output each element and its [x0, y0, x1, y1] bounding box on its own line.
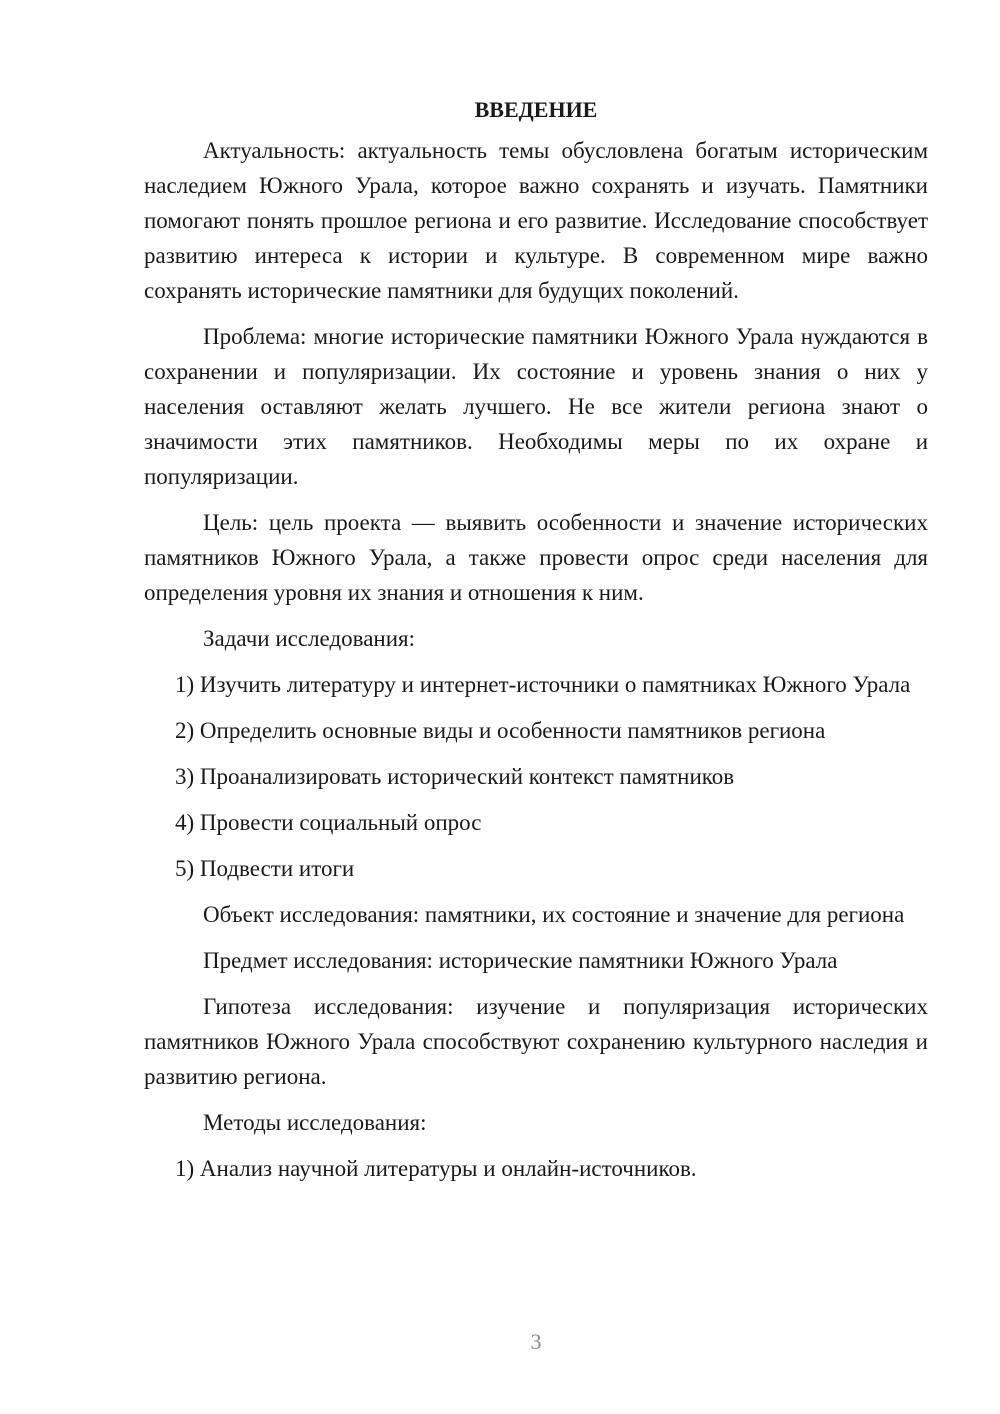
- task-item: 5) Подвести итоги: [175, 856, 355, 881]
- task-item: 2) Определить основные виды и особенности памятников региона: [175, 718, 826, 743]
- relevance-paragraph: Актуальность: актуальность темы обусловлена богатым историческим наследием Южного Урала, которое важно сохранять и изучать. Памятники помогают понять прошлое региона и его развитие. Исследование способствует развитию интереса к истории и культуре. В современном мире важно сохранять исторические памятники для будущих поколений.: [144, 138, 928, 303]
- hypothesis-paragraph: Гипотеза исследования: изучение и популяризация исторических памятников Южного Урала способствуют сохранению культурного наследия и развитию региона.: [144, 994, 928, 1089]
- section-title: ВВЕДЕНИЕ: [474, 97, 598, 122]
- tasks-heading: Задачи исследования:: [203, 626, 416, 651]
- problem-paragraph: Проблема: многие исторические памятники Южного Урала нуждаются в сохранении и популяризации. Их состояние и уровень знания о них у населения оставляют желать лучшего. Не все жители региона знают о значимости этих памятников. Необходимы меры по их охране и популяризации.: [144, 324, 928, 489]
- subject-paragraph: Предмет исследования: исторические памятники Южного Урала: [203, 948, 838, 973]
- task-item: 4) Провести социальный опрос: [175, 810, 482, 835]
- method-item: 1) Анализ научной литературы и онлайн-источников.: [175, 1156, 697, 1181]
- task-item: 3) Проанализировать исторический контекст памятников: [175, 764, 735, 789]
- goal-paragraph: Цель: цель проекта — выявить особенности и значение исторических памятников Южного Урала, а также провести опрос среди населения для определения уровня их знания и отношения к ним.: [144, 510, 928, 605]
- methods-heading: Методы исследования:: [203, 1110, 427, 1135]
- task-item: 1) Изучить литературу и интернет-источники о памятниках Южного Урала: [175, 672, 911, 697]
- page-content: [144, 92, 928, 1197]
- object-paragraph: Объект исследования: памятники, их состояние и значение для региона: [203, 902, 905, 927]
- page-number: 3: [530, 1329, 542, 1354]
